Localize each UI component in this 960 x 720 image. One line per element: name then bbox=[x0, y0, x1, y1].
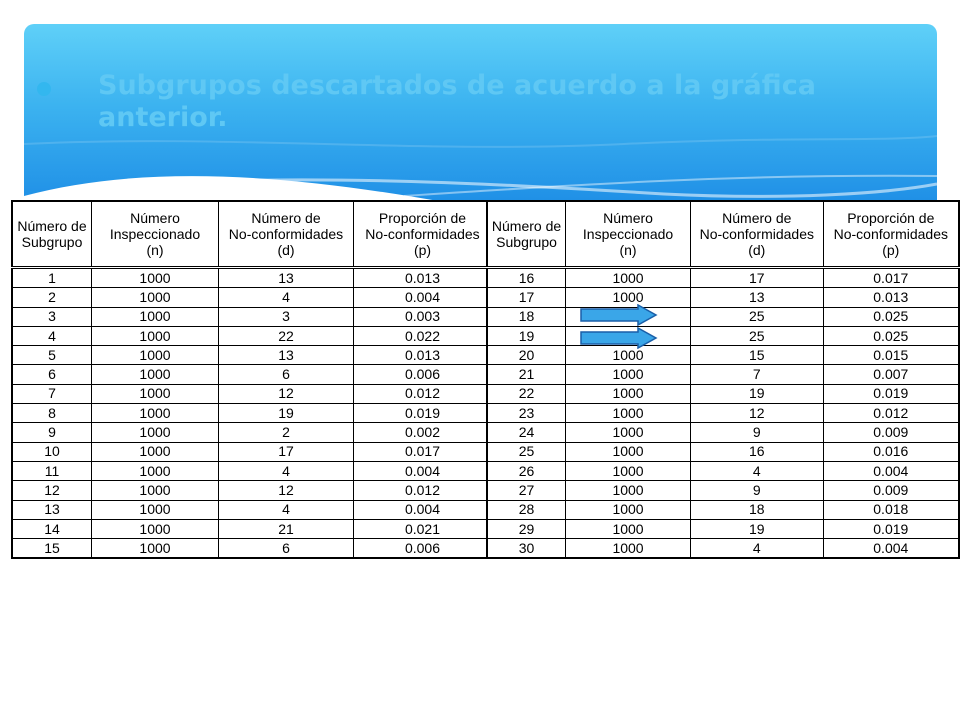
table-row bbox=[487, 307, 959, 326]
subgroup-table-left bbox=[11, 200, 493, 559]
cell-subgroup: 11 bbox=[12, 461, 92, 480]
cell-proportion: 0.021 bbox=[354, 519, 493, 538]
cell-inspected: 1000 bbox=[566, 539, 691, 559]
cell-proportion: 0.019 bbox=[823, 519, 959, 538]
table-row bbox=[487, 365, 959, 384]
cell-inspected: 1000 bbox=[92, 539, 219, 559]
cell-subgroup: 22 bbox=[487, 384, 566, 403]
cell-subgroup: 14 bbox=[12, 519, 92, 538]
cell-subgroup: 28 bbox=[487, 500, 566, 519]
cell-nonconformities: 6 bbox=[219, 365, 354, 384]
cell-inspected: 1000 bbox=[92, 404, 219, 423]
cell-subgroup: 13 bbox=[12, 500, 92, 519]
cell-proportion: 0.017 bbox=[354, 442, 493, 461]
cell-proportion: 0.012 bbox=[354, 481, 493, 500]
header-proportion bbox=[354, 201, 493, 268]
cell-inspected: 1000 bbox=[92, 442, 219, 461]
cell-subgroup: 26 bbox=[487, 461, 566, 480]
cell-nonconformities: 18 bbox=[691, 500, 824, 519]
header-subgroup bbox=[12, 201, 92, 268]
cell-inspected: 1000 bbox=[92, 268, 219, 288]
arrow-icon bbox=[580, 327, 658, 349]
cell-nonconformities: 13 bbox=[691, 288, 824, 307]
table-row bbox=[12, 423, 492, 442]
cell-subgroup: 17 bbox=[487, 288, 566, 307]
table-row bbox=[12, 288, 492, 307]
cell-nonconformities: 4 bbox=[691, 539, 824, 559]
cell-inspected: 1000 bbox=[92, 461, 219, 480]
cell-subgroup: 9 bbox=[12, 423, 92, 442]
cell-nonconformities: 15 bbox=[691, 346, 824, 365]
cell-inspected: 1000 bbox=[92, 423, 219, 442]
cell-proportion: 0.004 bbox=[823, 539, 959, 559]
header-inspected bbox=[92, 201, 219, 268]
header-line: Inspeccionado bbox=[109, 226, 201, 242]
cell-inspected: 1000 bbox=[566, 481, 691, 500]
cell-proportion: 0.022 bbox=[354, 326, 493, 345]
cell-nonconformities: 19 bbox=[691, 384, 824, 403]
cell-subgroup: 3 bbox=[12, 307, 92, 326]
cell-subgroup: 15 bbox=[12, 539, 92, 559]
cell-nonconformities: 12 bbox=[219, 384, 354, 403]
table-row bbox=[487, 346, 959, 365]
table-row bbox=[12, 346, 492, 365]
cell-subgroup: 19 bbox=[487, 326, 566, 345]
cell-proportion: 0.004 bbox=[354, 288, 493, 307]
cell-inspected: 1000 bbox=[566, 519, 691, 538]
cell-inspected: 1000 bbox=[566, 384, 691, 403]
cell-inspected: 1000 bbox=[566, 423, 691, 442]
table-row bbox=[487, 519, 959, 538]
cell-subgroup: 24 bbox=[487, 423, 566, 442]
table-row bbox=[487, 326, 959, 345]
cell-proportion: 0.017 bbox=[823, 268, 959, 288]
cell-subgroup: 1 bbox=[12, 268, 92, 288]
header-line: Subgrupo bbox=[496, 234, 557, 250]
cell-inspected: 1000 bbox=[566, 288, 691, 307]
cell-nonconformities: 9 bbox=[691, 481, 824, 500]
header-inspected bbox=[566, 201, 691, 268]
header-line: Subgrupo bbox=[21, 234, 83, 250]
header-line: No-conformidades bbox=[833, 226, 948, 242]
table-row bbox=[12, 268, 492, 288]
subgroup-table-right bbox=[486, 200, 960, 559]
cell-subgroup: 21 bbox=[487, 365, 566, 384]
cell-subgroup: 10 bbox=[12, 442, 92, 461]
slide-title: Subgrupos descartados de acuerdo a la gráfica anterior. bbox=[98, 70, 816, 133]
table-row bbox=[487, 539, 959, 559]
cell-proportion: 0.012 bbox=[823, 404, 959, 423]
cell-subgroup: 30 bbox=[487, 539, 566, 559]
cell-proportion: 0.009 bbox=[823, 481, 959, 500]
cell-nonconformities: 16 bbox=[691, 442, 824, 461]
header-line: Proporción de bbox=[378, 210, 467, 226]
cell-subgroup: 7 bbox=[12, 384, 92, 403]
header-subgroup bbox=[487, 201, 566, 268]
cell-inspected: 1000 bbox=[92, 307, 219, 326]
table-row bbox=[487, 461, 959, 480]
table-row bbox=[12, 404, 492, 423]
header-line: No-conformidades bbox=[228, 226, 344, 242]
cell-inspected: 1000 bbox=[566, 461, 691, 480]
header-line: Número de bbox=[722, 210, 792, 226]
cell-inspected: 1000 bbox=[566, 442, 691, 461]
cell-inspected: 1000 bbox=[92, 326, 219, 345]
table-row bbox=[12, 442, 492, 461]
cell-inspected: 1000 bbox=[566, 500, 691, 519]
cell-proportion: 0.004 bbox=[823, 461, 959, 480]
cell-subgroup: 4 bbox=[12, 326, 92, 345]
cell-subgroup: 29 bbox=[487, 519, 566, 538]
table-row bbox=[487, 423, 959, 442]
header-proportion bbox=[823, 201, 959, 268]
header-nonconformities bbox=[219, 201, 354, 268]
cell-nonconformities: 3 bbox=[219, 307, 354, 326]
cell-proportion: 0.003 bbox=[354, 307, 493, 326]
cell-inspected: 1000 bbox=[566, 365, 691, 384]
table-row bbox=[487, 442, 959, 461]
table-row bbox=[487, 268, 959, 288]
table-row bbox=[12, 365, 492, 384]
cell-nonconformities: 25 bbox=[691, 326, 824, 345]
header-line: No-conformidades bbox=[699, 226, 814, 242]
bullet-icon bbox=[37, 82, 51, 96]
cell-proportion: 0.004 bbox=[354, 461, 493, 480]
cell-subgroup: 20 bbox=[487, 346, 566, 365]
cell-proportion: 0.006 bbox=[354, 539, 493, 559]
cell-nonconformities: 7 bbox=[691, 365, 824, 384]
cell-subgroup: 18 bbox=[487, 307, 566, 326]
cell-proportion: 0.018 bbox=[823, 500, 959, 519]
header-line: (n) bbox=[146, 242, 164, 258]
cell-subgroup: 6 bbox=[12, 365, 92, 384]
header-line: (d) bbox=[277, 242, 295, 258]
cell-proportion: 0.013 bbox=[823, 288, 959, 307]
header-line: (n) bbox=[619, 242, 637, 258]
cell-proportion: 0.007 bbox=[823, 365, 959, 384]
cell-nonconformities: 21 bbox=[219, 519, 354, 538]
cell-proportion: 0.016 bbox=[823, 442, 959, 461]
cell-proportion: 0.009 bbox=[823, 423, 959, 442]
cell-subgroup: 23 bbox=[487, 404, 566, 423]
cell-nonconformities: 19 bbox=[691, 519, 824, 538]
cell-inspected: 1000 bbox=[566, 268, 691, 288]
cell-inspected: 1000 bbox=[92, 365, 219, 384]
cell-nonconformities: 19 bbox=[219, 404, 354, 423]
table-row bbox=[487, 500, 959, 519]
cell-nonconformities: 17 bbox=[691, 268, 824, 288]
cell-nonconformities: 12 bbox=[691, 404, 824, 423]
cell-nonconformities: 22 bbox=[219, 326, 354, 345]
cell-subgroup: 12 bbox=[12, 481, 92, 500]
cell-subgroup: 16 bbox=[487, 268, 566, 288]
table-row bbox=[12, 500, 492, 519]
header-line: (p) bbox=[882, 242, 900, 258]
cell-nonconformities: 13 bbox=[219, 268, 354, 288]
cell-proportion: 0.015 bbox=[823, 346, 959, 365]
header-line: Número de bbox=[491, 218, 562, 234]
cell-inspected: 1000 bbox=[566, 404, 691, 423]
table-row bbox=[487, 384, 959, 403]
cell-nonconformities: 12 bbox=[219, 481, 354, 500]
table-row bbox=[12, 384, 492, 403]
cell-proportion: 0.019 bbox=[823, 384, 959, 403]
cell-nonconformities: 17 bbox=[219, 442, 354, 461]
header-line: No-conformidades bbox=[365, 226, 480, 242]
header-line: (p) bbox=[413, 242, 432, 258]
cell-proportion: 0.025 bbox=[823, 307, 959, 326]
cell-inspected: 1000 bbox=[92, 288, 219, 307]
table-row bbox=[12, 519, 492, 538]
cell-nonconformities: 9 bbox=[691, 423, 824, 442]
table-row bbox=[12, 307, 492, 326]
cell-proportion: 0.025 bbox=[823, 326, 959, 345]
cell-inspected: 1000 bbox=[92, 346, 219, 365]
cell-inspected: 1000 bbox=[92, 500, 219, 519]
cell-nonconformities: 13 bbox=[219, 346, 354, 365]
cell-subgroup: 8 bbox=[12, 404, 92, 423]
cell-proportion: 0.002 bbox=[354, 423, 493, 442]
table-row bbox=[487, 481, 959, 500]
header-line: Número de bbox=[17, 218, 87, 234]
cell-proportion: 0.013 bbox=[354, 346, 493, 365]
cell-proportion: 0.004 bbox=[354, 500, 493, 519]
arrow-icon bbox=[580, 304, 658, 326]
cell-nonconformities: 4 bbox=[219, 500, 354, 519]
cell-subgroup: 5 bbox=[12, 346, 92, 365]
cell-nonconformities: 25 bbox=[691, 307, 824, 326]
cell-nonconformities: 4 bbox=[691, 461, 824, 480]
cell-proportion: 0.013 bbox=[354, 268, 493, 288]
table-row bbox=[12, 539, 492, 559]
cell-nonconformities: 4 bbox=[219, 461, 354, 480]
cell-proportion: 0.012 bbox=[354, 384, 493, 403]
header-line: Número de bbox=[251, 210, 321, 226]
cell-proportion: 0.006 bbox=[354, 365, 493, 384]
header-line: Número bbox=[130, 210, 180, 226]
cell-subgroup: 25 bbox=[487, 442, 566, 461]
table-row bbox=[487, 404, 959, 423]
cell-nonconformities: 4 bbox=[219, 288, 354, 307]
header-line: Número bbox=[603, 210, 653, 226]
cell-inspected: 1000 bbox=[566, 346, 691, 365]
cell-proportion: 0.019 bbox=[354, 404, 493, 423]
header-line: Inspeccionado bbox=[582, 226, 674, 242]
cell-nonconformities: 2 bbox=[219, 423, 354, 442]
header-line: Proporción de bbox=[847, 210, 935, 226]
table-row bbox=[487, 288, 959, 307]
cell-subgroup: 27 bbox=[487, 481, 566, 500]
table-row bbox=[12, 461, 492, 480]
table-row bbox=[12, 326, 492, 345]
cell-subgroup: 2 bbox=[12, 288, 92, 307]
cell-inspected: 1000 bbox=[92, 384, 219, 403]
header-nonconformities bbox=[691, 201, 824, 268]
cell-inspected: 1000 bbox=[92, 481, 219, 500]
cell-inspected: 1000 bbox=[92, 519, 219, 538]
table-row bbox=[12, 481, 492, 500]
cell-nonconformities: 6 bbox=[219, 539, 354, 559]
header-line: (d) bbox=[748, 242, 766, 258]
